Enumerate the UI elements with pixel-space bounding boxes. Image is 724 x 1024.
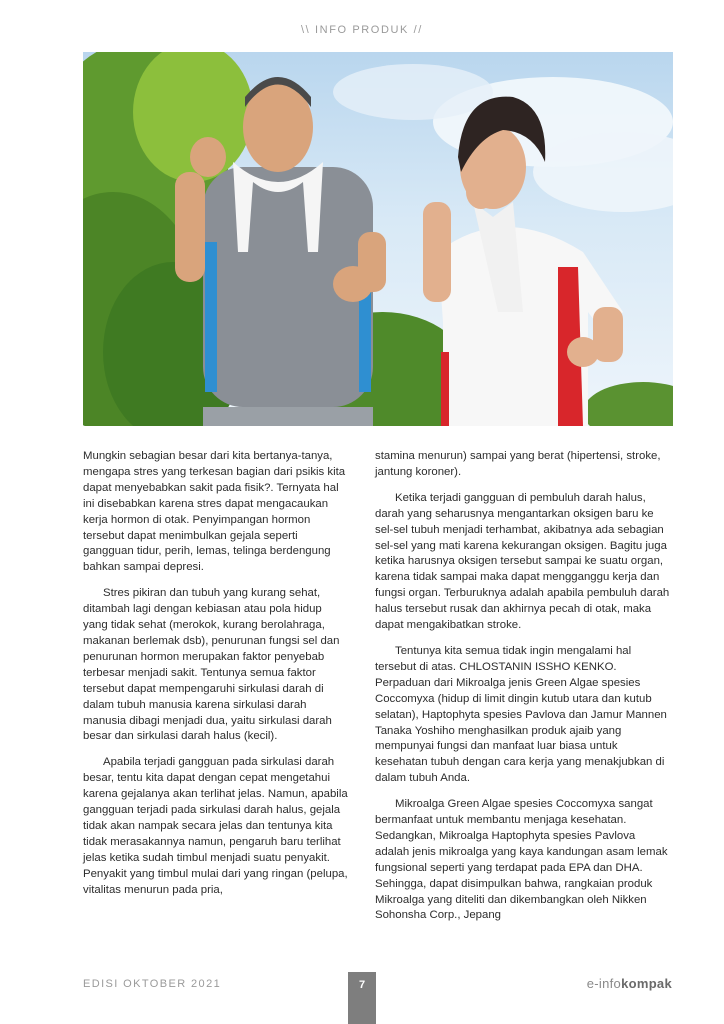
paragraph: stamina menurun) sampai yang berat (hipertensi, stroke, jantung koroner). bbox=[375, 450, 661, 478]
page-number: 7 bbox=[348, 972, 376, 1024]
edition-label: EDISI OKTOBER 2021 bbox=[83, 978, 222, 990]
left-column bbox=[83, 449, 348, 908]
brand-bold: kompak bbox=[621, 976, 672, 991]
paragraph: Ketika terjadi gangguan di pembuluh darah halus, darah yang seharusnya mengantarkan oksigen baru ke sel-sel tubuh menjadi terhambat, akibatnya ada sebagian sel-sel yang mati karena kekurangan oksigen. Bagitu juga ketika harusnya oksigen tersebut sampai ke suatu organ, karena tidak sampai maka dapat mengganggu kerja dan fungsi organ. Terburuknya adalah apabila pembuluh darah halus tersebut rusak dan akhirnya pecah di otak, maka dapat mengakibatkan stroke. bbox=[375, 491, 670, 632]
paragraph: Stres pikiran dan tubuh yang kurang sehat, ditambah lagi dengan kebiasan atau pola hidup yang tidak sehat (merokok, kurang berolahraga, makanan berlemak dsb), penurunan fungsi sel dan penurunan hormon merupakan faktor penyebab terbesar menjadi sakit. Tentunya semua faktor tersebut dapat mempengaruhi sirkulasi darah di dalam tubuh manusia karena sirkulasi darah manusia dibagi menjadi dua, yaitu sirkulasi darah besar dan sirkulasi darah halus (kecil). bbox=[83, 587, 340, 743]
right-column bbox=[375, 449, 672, 934]
paragraph: Mungkin sebagian besar dari kita bertanya-tanya, mengapa stres yang terkesan bagian dari psikis kita dapat menyebabkan sakit pada fisik?. Ternyata hal ini disebabkan karena stres dapat mengacaukan kerja hormon di otak. Penyimpangan hormon tersebut dapat menimbulkan gejala seperti gangguan tidur, perih, lemas, telinga berdengung bahkan sampai depresi. bbox=[83, 450, 346, 574]
paragraph: Tentunya kita semua tidak ingin mengalami hal tersebut di atas. CHLOSTANIN ISSHO KENKO. Perpaduan dari Mikroalga jenis Green Algae spesies Coccomyxa (hidup di limit dingin kutub utara dan kutub selatan), Haptophyta spesies Pavlova dan Jamur Mannen Tanaka Yoshiho menghasilkan produk ajaib yang mempunyai fungsi dan manfaat luar biasa untuk kesehatan tubuh dengan cara kerja yang menakjubkan di dalam tubuh Anda. bbox=[375, 644, 667, 785]
elderly-couple-jogging-photo bbox=[83, 52, 673, 426]
brand-logo bbox=[587, 976, 672, 991]
brand-prefix: e-info bbox=[586, 976, 622, 991]
paragraph: Mikroalga Green Algae spesies Coccomyxa sangat bermanfaat untuk membantu menjaga kesehatan. Sedangkan, Mikroalga Haptophyta spesies Pavlova adalah jenis mikroalga yang kaya kandungan asam lemak fungsional seperti yang terdapat pada EPA dan DHA. Sehingga, dapat disimpulkan bahwa, rangkaian produk Mikroalga yang diteliti dan dikembangkan oleh Nikken Sohonsha Corp., Jepang bbox=[375, 798, 668, 922]
paragraph: Apabila terjadi gangguan pada sirkulasi darah besar, tentu kita dapat dengan cepat mengetahui karena gejalanya akan terlihat jelas. Namun, apabila gangguan terjadi pada sirkulasi darah halus, gejala tidak akan nampak secara jelas dan tentunya kita tidak merasakannya namun, pengaruh baru terlihat jelas ketika sudah timbul menjadi suatu penyakit. Penyakit yang timbul mulai dari yang ringan (pelupa, vitalitas menurun pada pria, bbox=[83, 756, 348, 896]
article-photo bbox=[83, 52, 673, 426]
section-header: \\ INFO PRODUK // bbox=[301, 24, 423, 36]
